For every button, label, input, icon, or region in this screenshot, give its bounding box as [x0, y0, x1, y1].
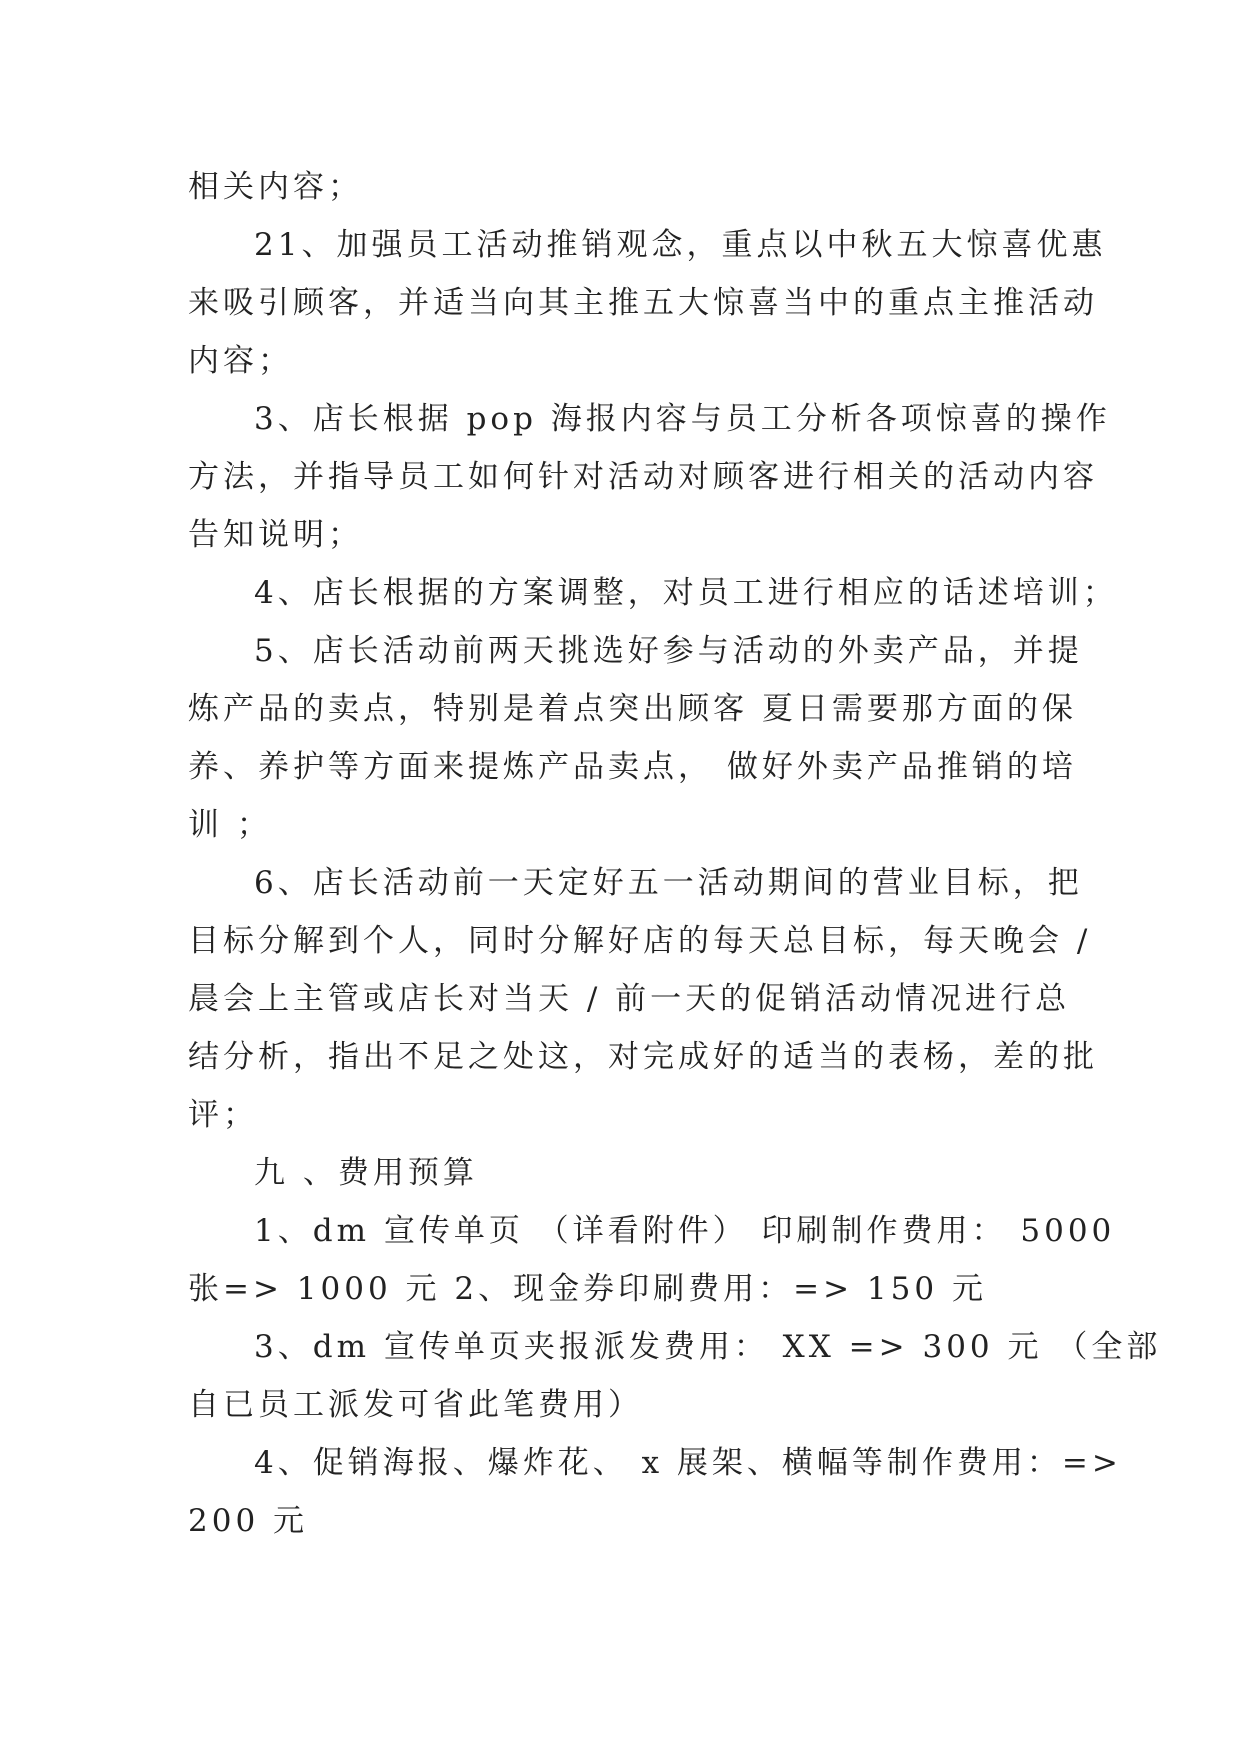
text-line: 4、店长根据的方案调整，对员工进行相应的话述培训；	[254, 575, 1118, 611]
text-line: 6、店长活动前一天定好五一活动期间的营业目标，把	[254, 865, 1083, 901]
text-line: 来吸引顾客，并适当向其主推五大惊喜当中的重点主推活动	[188, 285, 1098, 321]
text-line: 5、店长活动前两天挑选好参与活动的外卖产品，并提	[254, 633, 1083, 669]
text-line: 方法，并指导员工如何针对活动对顾客进行相关的活动内容	[188, 459, 1098, 495]
text-line: 21、加强员工活动推销观念，重点以中秋五大惊喜优惠	[254, 227, 1107, 263]
document-body	[188, 158, 1162, 1550]
text-line: 目标分解到个人，同时分解好店的每天总目标，每天晚会 /	[188, 923, 1092, 959]
text-line: 张=> 1000 元 2、现金券印刷费用：=> 150 元	[188, 1271, 987, 1307]
text-line: 3、dm 宣传单页夹报派发费用： XX => 300 元 （全部	[254, 1329, 1162, 1365]
text-line: 3、店长根据 pop 海报内容与员工分析各项惊喜的操作	[254, 401, 1111, 437]
text-line: 告知说明；	[188, 517, 363, 553]
text-line: 相关内容；	[188, 169, 363, 205]
text-line: 评；	[188, 1097, 258, 1133]
text-line: 自已员工派发可省此笔费用）	[188, 1387, 643, 1423]
text-line: 200 元	[188, 1503, 309, 1539]
text-line: 结分析，指出不足之处这，对完成好的适当的表杨，差的批	[188, 1039, 1098, 1075]
text-line: 4、促销海报、爆炸花、 x 展架、横幅等制作费用：=>	[254, 1445, 1122, 1481]
text-line: 九 、费用预算	[254, 1155, 478, 1191]
text-line: 1、dm 宣传单页 （详看附件） 印刷制作费用： 5000	[254, 1213, 1116, 1249]
text-line: 炼产品的卖点，特别是着点突出顾客 夏日需要那方面的保	[188, 691, 1077, 727]
text-line: 养、养护等方面来提炼产品卖点， 做好外卖产品推销的培	[188, 749, 1077, 785]
text-line: 晨会上主管或店长对当天 / 前一天的促销活动情况进行总	[188, 981, 1071, 1017]
text-line: 训 ；	[188, 807, 272, 843]
text-line: 内容；	[188, 343, 293, 379]
